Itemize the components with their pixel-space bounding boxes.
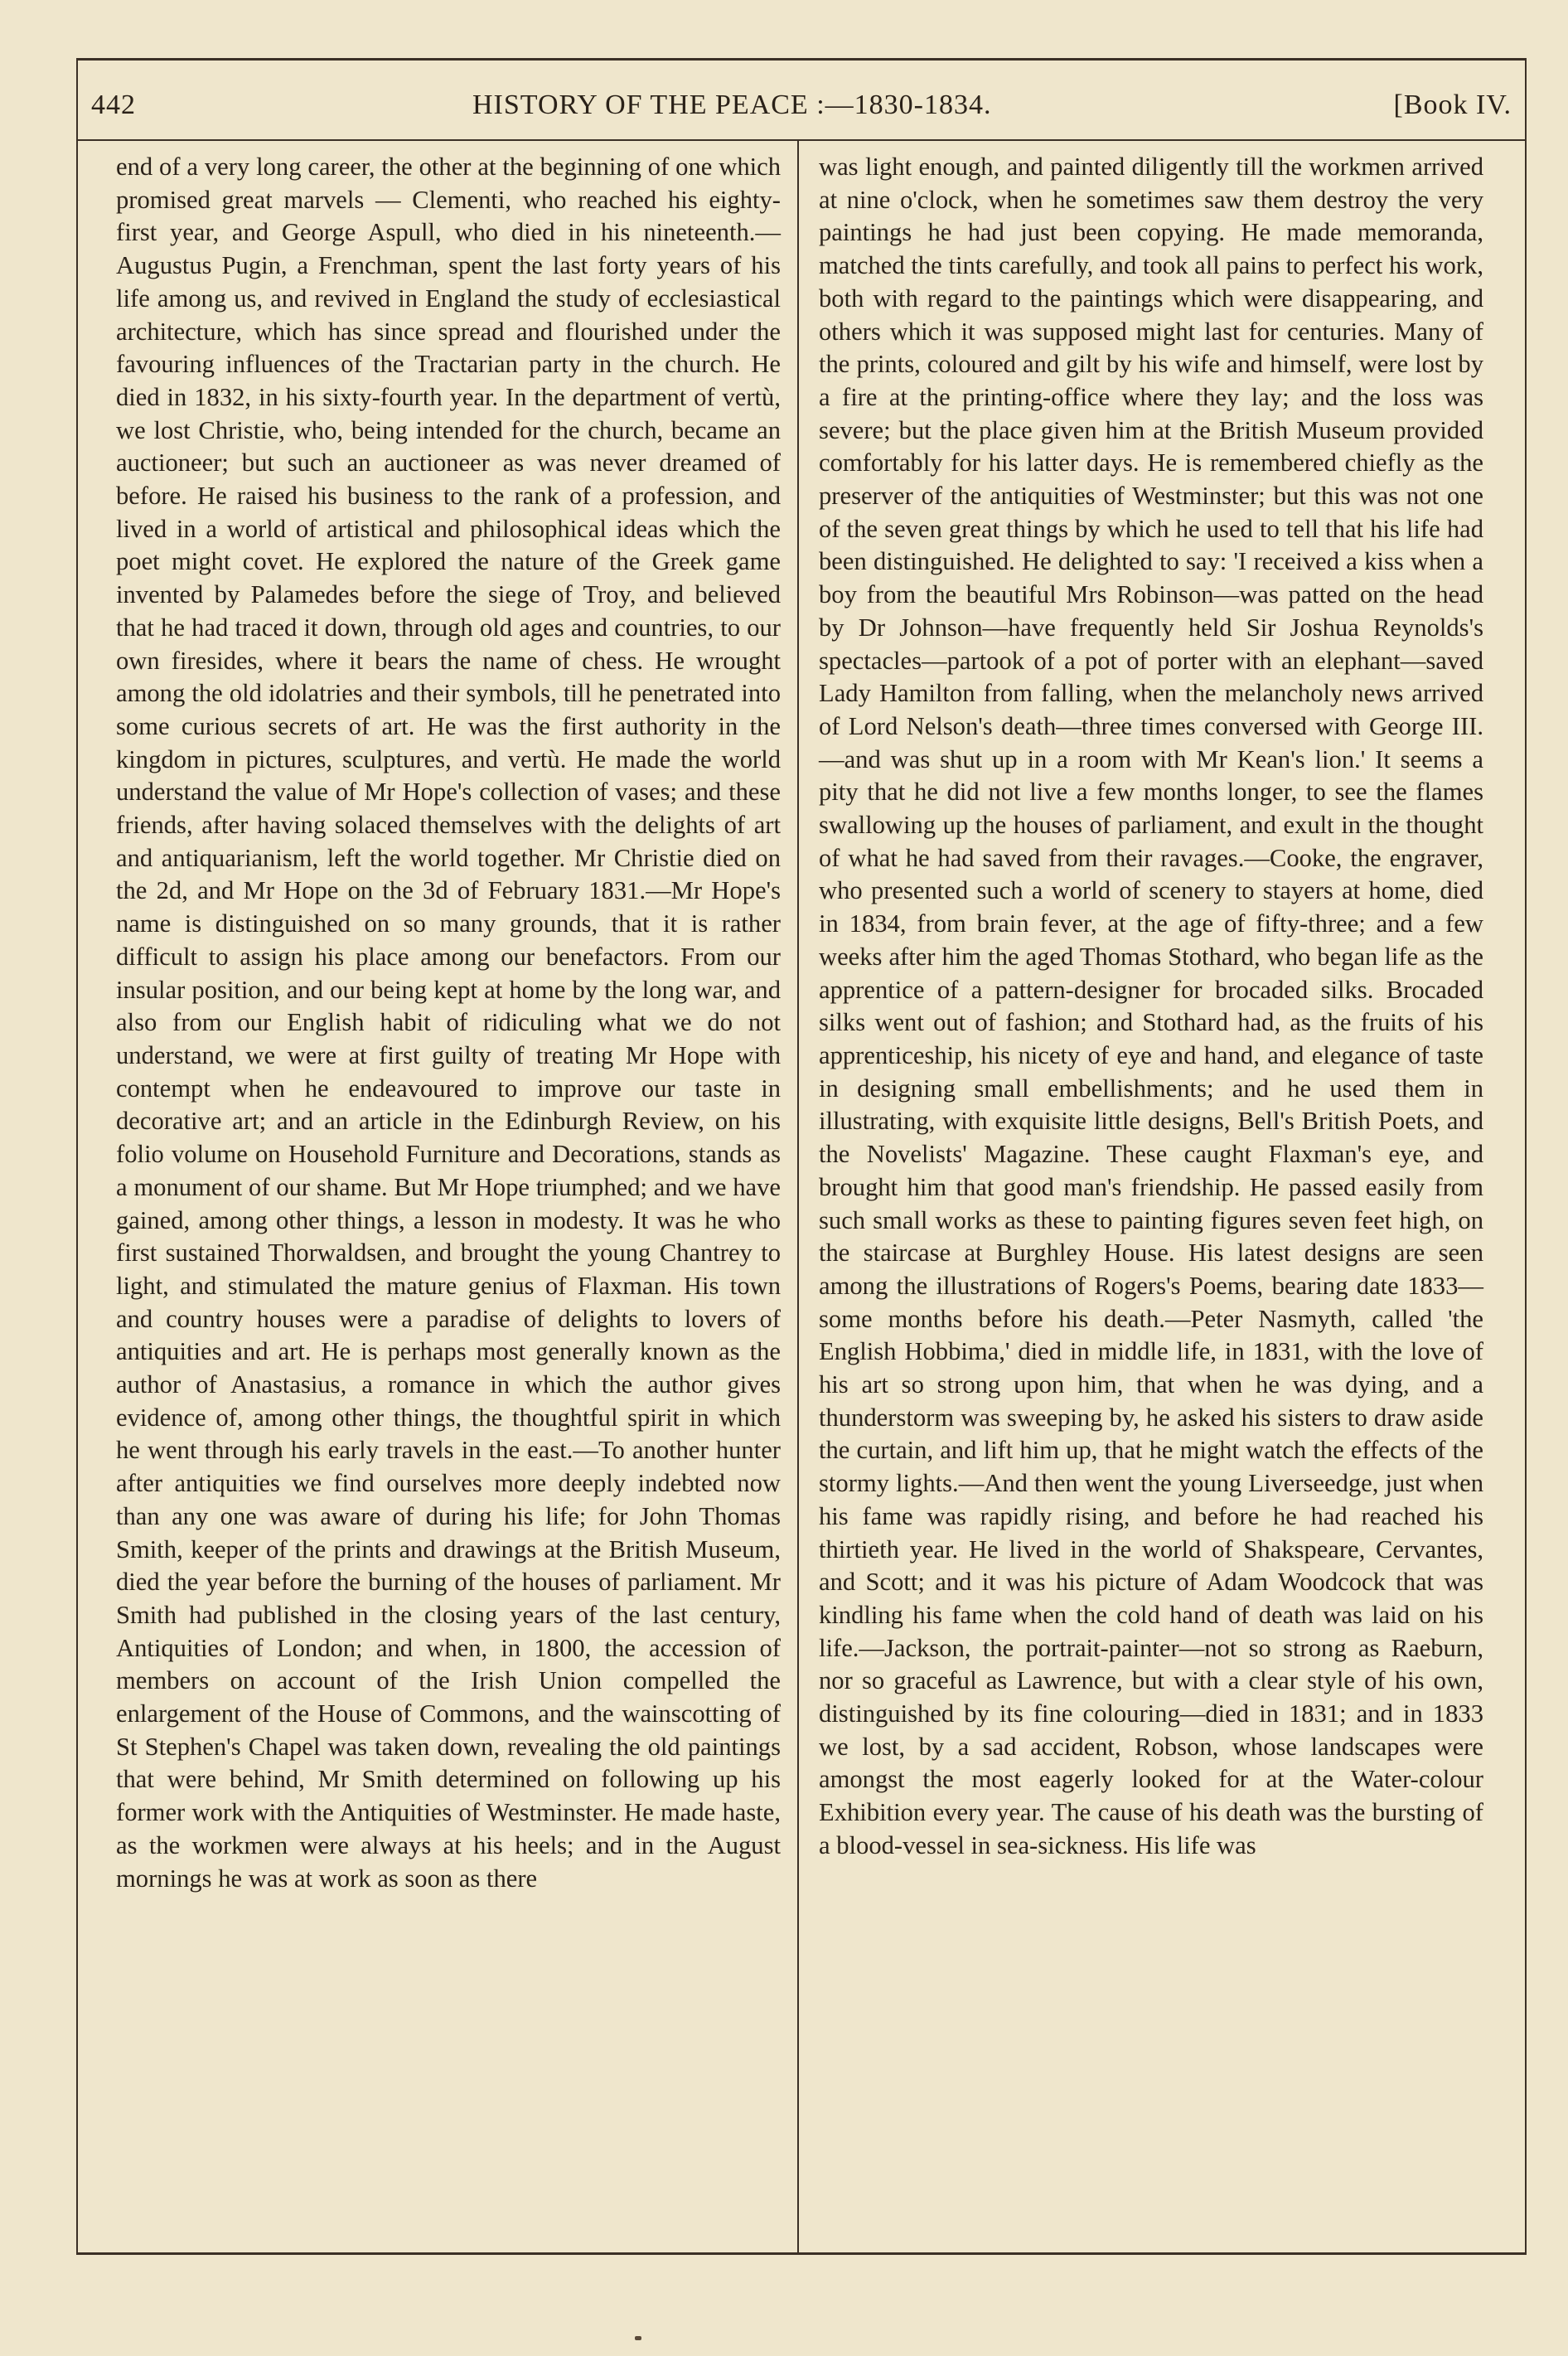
header-rule <box>76 139 1527 141</box>
right-column <box>819 151 1483 1863</box>
left-column <box>116 151 781 1895</box>
running-title: HISTORY OF THE PEACE :—1830-1834. <box>472 90 992 120</box>
column-rule <box>797 141 799 2255</box>
right-column-text: was light enough, and painted diligently till the workmen arrived at nine o'clock, when he sometimes saw them destroy the very paintings he had just been copying. He made memoranda, matched the tints carefully, and took all pains to perfect his work, both with regard to the paintings which were disappearing, and others which it was supposed might last for centuries. Many of the prints, coloured and gilt by his wife and himself, were lost by a fire at the printing-office where they lay; and the loss was severe; but the place given him at the British Museum provided comfortably for his latter days. He is remembered chiefly as the preserver of the antiquities of Westminster; but this was not one of the seven great things by which he used to tell that his life had been distinguished. He delighted to say: 'I received a kiss when a boy from the beautiful Mrs Robinson—was patted on the head by Dr Johnson—have frequently held Sir Joshua Reynolds's spectacles—partook of a pot of porter with an elephant—saved Lady Hamilton from falling, when the melancholy news arrived of Lord Nelson's death—three times conversed with George III.—and was shut up in a room with Mr Kean's lion.' It seems a pity that he did not live a few months longer, to see the flames swallowing up the houses of parliament, and exult in the thought of what he had saved from their ravages.—Cooke, the engraver, who presented such a world of scenery to stayers at home, died in 1834, from brain fever, at the age of fifty-three; and a few weeks after him the aged Thomas Stothard, who began life as the apprentice of a pattern-designer for brocaded silks. Brocaded silks went out of fashion; and Stothard had, as the fruits of his apprenticeship, his nicety of eye and hand, and elegance of taste in designing small embellishments; and he used them in illustrating, with exquisite little designs, Bell's British Poets, and the Novelists' Magazine. These caught Flaxman's eye, and brought him that good man's friendship. He passed easily from such small works as these to painting figures seven feet high, on the staircase at Burghley House. His latest designs are seen among the illustrations of Rogers's Poems, bearing date 1833—some months before his death.—Peter Nasmyth, called 'the English Hobbima,' died in middle life, in 1831, with the love of his art so strong upon him, that when he was dying, and a thunderstorm was sweeping by, he asked his sisters to draw aside the curtain, and lift him up, that he might watch the effects of the stormy lights.—And then went the young Liverseedge, just when his fame was rapidly rising, and before he had reached his thirtieth year. He lived in the world of Shakspeare, Cervantes, and Scott; and it was his picture of Adam Woodcock that was kindling his fame when the cold hand of death was laid on his life.—Jackson, the portrait-painter—not so strong as Raeburn, nor so graceful as Lawrence, but with a clear style of his own, distinguished by its fine colouring—died in 1831; and in 1833 we lost, by a sad accident, Robson, whose landscapes were amongst the most eagerly looked for at the Water-colour Exhibition every year. The cause of his death was the bursting of a blood-vessel in sea-sickness. His life was <box>819 153 1483 1859</box>
page-number: 442 <box>91 90 136 120</box>
printer-mark <box>635 2336 641 2340</box>
left-column-text: end of a very long career, the other at the beginning of one which promised great marvels — Clementi, who reached his eighty-first year, and George Aspull, who died in his nineteenth.—Augustus Pugin, a Frenchman, spent the last forty years of his life among us, and revived in England the study of ecclesiastical architecture, which has since spread and flourished under the favouring influences of the Tractarian party in the church. He died in 1832, in his sixty-fourth year. In the department of vertù, we lost Christie, who, being intended for the church, became an auctioneer; but such an auctioneer as was never dreamed of before. He raised his business to the rank of a profession, and lived in a world of artistical and philosophical ideas which the poet might covet. He explored the nature of the Greek game invented by Palamedes before the siege of Troy, and believed that he had traced it down, through old ages and countries, to our own firesides, where it bears the name of chess. He wrought among the old idolatries and their symbols, till he penetrated into some curious secrets of art. He was the first authority in the kingdom in pictures, sculptures, and vertù. He made the world understand the value of Mr Hope's collection of vases; and these friends, after having solaced themselves with the delights of art and antiquarianism, left the world together. Mr Christie died on the 2d, and Mr Hope on the 3d of February 1831.—Mr Hope's name is distinguished on so many grounds, that it is rather difficult to assign his place among our benefactors. From our insular position, and our being kept at home by the long war, and also from our English habit of ridiculing what we do not understand, we were at first guilty of treating Mr Hope with contempt when he endeavoured to improve our taste in decorative art; and an article in the Edinburgh Review, on his folio volume on Household Furniture and Decorations, stands as a monument of our shame. But Mr Hope triumphed; and we have gained, among other things, a lesson in modesty. It was he who first sustained Thorwaldsen, and brought the young Chantrey to light, and stimulated the mature genius of Flaxman. His town and country houses were a paradise of delights to lovers of antiquities and art. He is perhaps most generally known as the author of Anastasius, a romance in which the author gives evidence of, among other things, the thoughtful spirit in which he went through his early travels in the east.—To another hunter after antiquities we find ourselves more deeply indebted now than any one was aware of during his life; for John Thomas Smith, keeper of the prints and drawings at the British Museum, died the year before the burning of the houses of parliament. Mr Smith had published in the closing years of the last century, Antiquities of London; and when, in 1800, the accession of members on account of the Irish Union compelled the enlargement of the House of Commons, and the wainscotting of St Stephen's Chapel was taken down, revealing the old paintings that were behind, Mr Smith determined on following up his former work with the Antiquities of Westminster. He made haste, as the workmen were always at his heels; and in the August mornings he was at work as soon as there <box>116 153 781 1893</box>
book-label: [Book IV. <box>1393 90 1512 120</box>
running-head <box>91 90 1518 136</box>
